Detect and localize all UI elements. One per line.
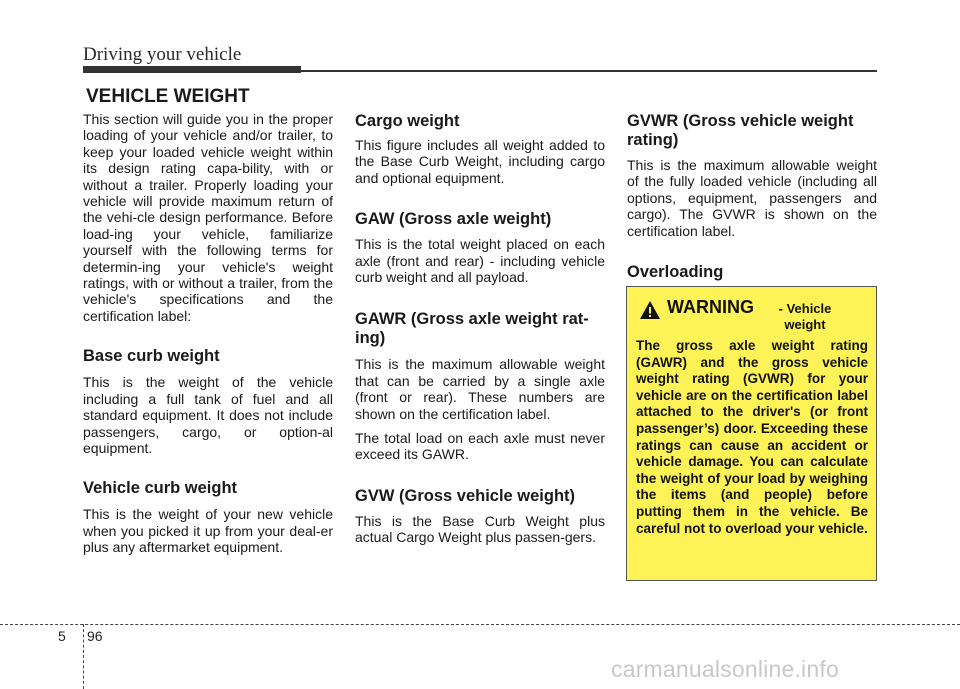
section-number: 5 <box>58 628 66 644</box>
header-rule-thick <box>83 66 301 73</box>
gvwr-heading: GVWR (Gross vehicle weight rating) <box>627 112 854 149</box>
warning-box <box>626 286 877 581</box>
gaw-heading: GAW (Gross axle weight) <box>355 210 552 229</box>
overloading-heading: Overloading <box>627 263 724 282</box>
footer-vertical-divider <box>83 624 84 689</box>
page-number: 96 <box>87 628 103 644</box>
base-curb-weight-text: This is the weight of the vehicle including a full tank of fuel and all standard equipment. It does not include passengers, cargo, or option-al equipment. <box>83 374 333 456</box>
gvwr-text: This is the maximum allowable weight of the fully loaded vehicle (including all options, equipment, passengers and cargo). The GVWR is shown on the certification label. <box>627 157 877 239</box>
chapter-title: Driving your vehicle <box>83 44 242 65</box>
gvw-heading: GVW (Gross vehicle weight) <box>355 486 576 505</box>
column-1 <box>83 111 333 556</box>
gvw-text: This is the Base Curb Weight plus actual Cargo Weight plus passen-gers. <box>355 512 605 546</box>
gawr-text-1: This is the maximum allowable weight that can be carried by a single axle (front or rear). These numbers are shown on the certification label. <box>355 356 605 422</box>
base-curb-weight-heading: Base curb weight <box>83 347 220 366</box>
gawr-heading: GAWR (Gross axle weight rat-ing) <box>355 310 589 348</box>
column-2 <box>355 112 605 546</box>
column-3 <box>627 112 877 282</box>
gaw-text: This is the total weight placed on each axle (front and rear) - including vehicle curb weight and all payload. <box>355 236 605 286</box>
section-title: VEHICLE WEIGHT <box>86 86 250 107</box>
warning-topic: - Vehicle weight <box>778 301 832 332</box>
gawr-text-2: The total load on each axle must never exceed its GAWR. <box>355 430 605 463</box>
vehicle-curb-weight-text: This is the weight of your new vehicle when you picked it up from your deal-er plus any aftermarket equipment. <box>83 506 333 556</box>
vehicle-curb-weight-heading: Vehicle curb weight <box>83 479 238 498</box>
warning-label: WARNING <box>667 297 754 317</box>
cargo-weight-heading: Cargo weight <box>355 112 460 130</box>
cargo-weight-text: This figure includes all weight added to the Base Curb Weight, including cargo and optional equipment. <box>355 137 605 186</box>
header-rule-thin <box>301 70 877 72</box>
warning-triangle-icon <box>639 300 661 320</box>
intro-paragraph: This section will guide you in the proper loading of your vehicle and/or trailer, to keep your loaded vehicle weight within its design rating capa-bility, with or without a trailer. Properly loading your vehicle will provide maximum return of the vehi-cle design performance. Before load-ing your vehicle, familiarize yourself with the following terms for determin-ing your vehicle's weight ratings, with or without a trailer, from the vehicle's specifications and the certification label: <box>83 111 333 324</box>
warning-text: The gross axle weight rating (GAWR) and the gross vehicle weight rating (GVWR) for your vehicle are on the certification label attached to the driver's (or front passenger’s) door. Exceeding these ratings can cause an accident or vehicle damage. You can calculate the weight of your load by weighing the items (and people) before putting them in the vehicle. Be careful not to overload your vehicle. <box>636 338 868 536</box>
watermark: carmanualsonline.info <box>611 656 839 682</box>
footer-divider <box>0 624 960 625</box>
